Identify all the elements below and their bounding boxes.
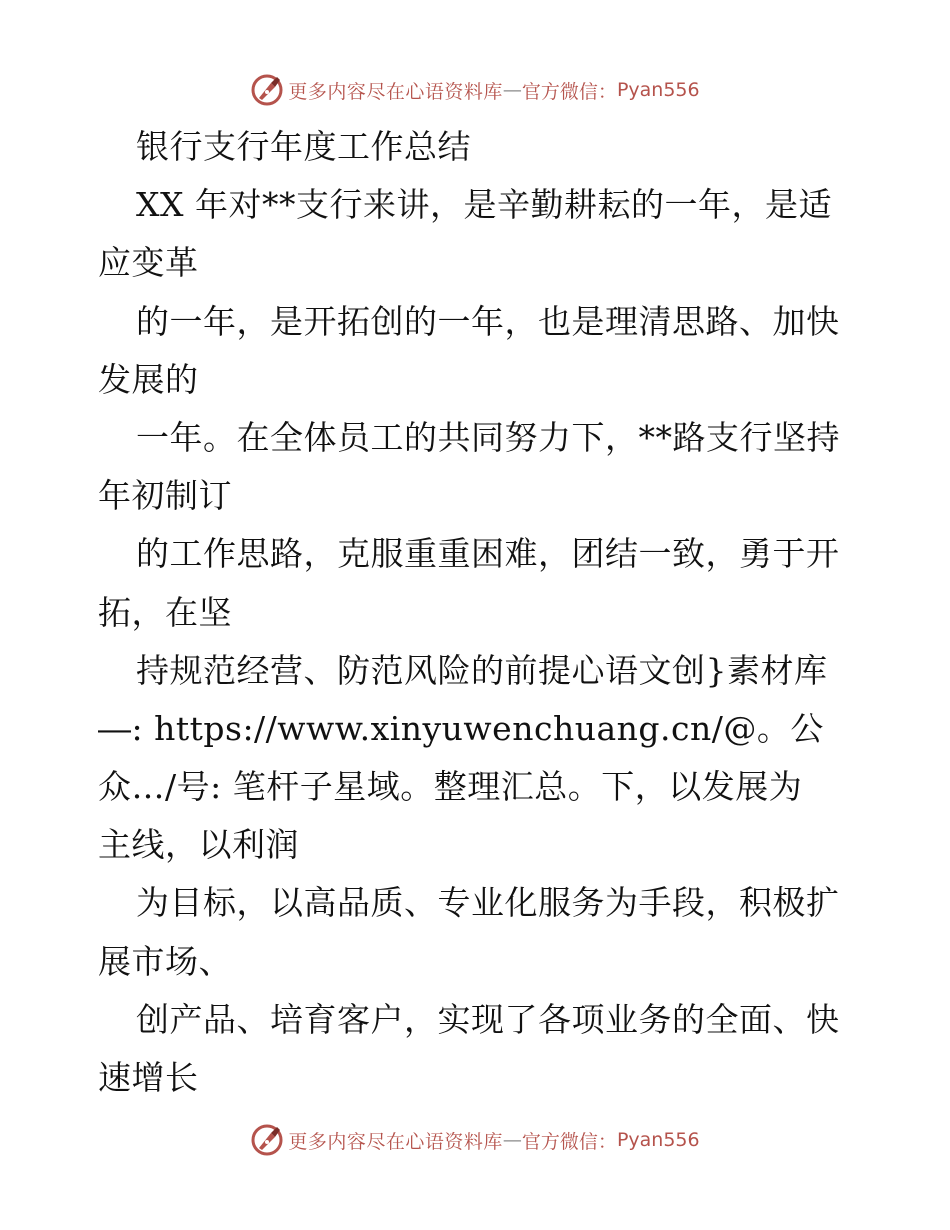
- text-line: 主线，以利润: [98, 825, 299, 865]
- banner-separator: —: [502, 79, 522, 101]
- text-line: 速增长: [98, 1058, 199, 1097]
- text-line: 的一年，是开拓创的一年，也是理清思路、加快: [136, 301, 840, 341]
- pen-nib-logo-icon: [250, 73, 284, 107]
- text-line: 发展的: [98, 359, 199, 399]
- text-line: 的工作思路，克服重重困难，团结一致，勇于开: [136, 534, 840, 574]
- banner-main-text: 更多内容尽在心语资料库: [288, 1130, 503, 1153]
- pen-nib-logo-icon: [250, 1123, 284, 1157]
- banner-main-text: 更多内容尽在心语资料库: [288, 80, 503, 103]
- text-line: 持规范经营、防范风险的前提心语文创}素材库: [136, 650, 828, 690]
- text-line: 拓，在坚: [98, 592, 232, 632]
- banner-wechat-id: Pyan556: [616, 79, 700, 101]
- document-title: 银行支行年度工作总结: [136, 127, 471, 166]
- text-line: 展市场、: [98, 941, 232, 981]
- text-line: XX 年对**支行来讲，是辛勤耕耘的一年，是适: [136, 185, 832, 225]
- text-line-url: ―: https://www.xinyuwenchuang.cn/@。公: [98, 708, 824, 748]
- banner-separator: —: [502, 1129, 522, 1151]
- banner-wechat-label: 官方微信：: [521, 1130, 617, 1153]
- header-banner: [0, 70, 950, 110]
- text-line: 众…/号: 笔杆子星域。整理汇总。下，以发展为: [98, 767, 803, 807]
- text-line: 年初制订: [98, 476, 232, 516]
- banner-wechat-label: 官方微信：: [521, 80, 617, 103]
- footer-banner: [0, 1120, 950, 1160]
- banner-wechat-id: Pyan556: [616, 1129, 700, 1151]
- document-body: [98, 118, 888, 1107]
- text-line: 一年。在全体员工的共同努力下，**路支行坚持: [136, 417, 840, 457]
- text-line: 应变革: [98, 243, 199, 283]
- text-line: 创产品、培育客户，实现了各项业务的全面、快: [136, 999, 840, 1039]
- text-line: 为目标，以高品质、专业化服务为手段，积极扩: [136, 883, 840, 923]
